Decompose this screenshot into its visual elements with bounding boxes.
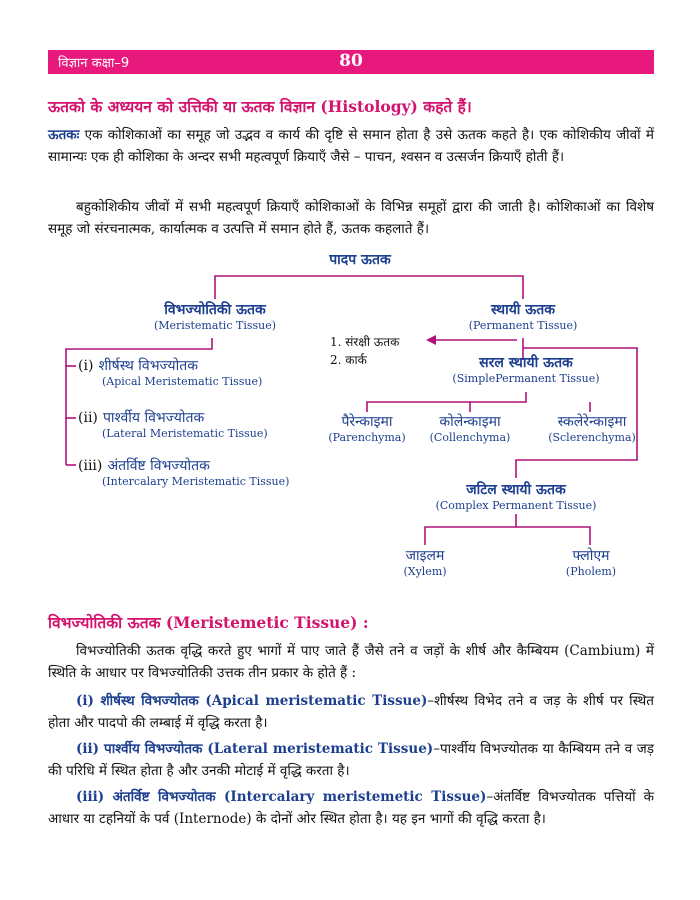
meristem-section-heading: विभज्योतिकी ऊतक (Meristemetic Tissue) : (48, 613, 369, 632)
protective-item: 2. कार्क (330, 353, 367, 367)
meristem-item-intercalary: (iii) अंतर्विष्ट विभज्योतक (Intercalary meristemetic Tissue)–अंतर्विष्ट विभज्योतक पत्तियों के आधार या टहनियों के पर्व (Internode) के दोनों ओर स्थित होता है। यह इन भागों की वृद्धि करता है। (48, 789, 654, 827)
meristem-item-lateral: (ii) पार्श्वीय विभज्योतक (Lateral meristematic Tissue)–पार्श्वीय विभज्योतक या कैम्बियम तने व जड़ की परिधि में स्थित होता है और उनकी मोटाई में वृद्धि करता है। (48, 741, 654, 779)
meristem-section-intro: विभज्योतिकी ऊतक वृद्धि करते हुए भागों में पाए जाते हैं जैसे तने व जड़ों के शीर्ष और कैम्बियम (Cambium) में स्थिति के आधार पर विभज्योतिकी उत्तक तीन प्रकार के होते हैं : (48, 643, 654, 681)
intro-heading: ऊतको के अध्ययन को उत्तिकी या ऊतक विज्ञान (Histology) कहते हैं। (48, 97, 472, 116)
apical-meristem-node: (i) शीर्षस्थ विभज्योतक (Apical Meristematic Tissue) (78, 358, 263, 388)
complex-permanent-node: जटिल स्थायी ऊतक (Complex Permanent Tissue) (435, 482, 597, 512)
root-node: पादप ऊतक (329, 252, 391, 268)
meristem-item-apical: (i) शीर्षस्थ विभज्योतक (Apical meristematic Tissue)–शीर्षस्थ विभेद तने व जड़ के शीर्ष पर स्थित होता और पादपो की लम्बाई में वृद्धि करता है। (48, 693, 654, 731)
definition-text: एक कोशिकाओं का समूह जो उद्भव व कार्य की दृष्टि से समान होता है उसे ऊतक कहते है। एक कोशिकीय जीवों में सामान्यः एक ही कोशिका के अन्दर सभी महत्वपूर्ण क्रियाएँ जैसे – पाचन, श्वसन व उत्सर्जन क्रियाएँ होती हैं। (48, 127, 655, 165)
phloem-node: फ्लोएम (Pholem) (565, 548, 617, 578)
intercalary-meristem-node: (iii) अंतर्विष्ट विभज्योतक (Intercalary Meristematic Tissue) (78, 458, 290, 488)
protective-list (330, 333, 399, 369)
sclerenchyma-node: स्कलेरेन्काइमा (Sclerenchyma) (548, 414, 636, 444)
collenchyma-node: कोलेन्काइमा (Collenchyma) (429, 414, 511, 444)
protective-arrow-head (426, 335, 436, 345)
meristematic-node: विभज्योतिकी ऊतक (Meristematic Tissue) (153, 302, 277, 332)
simple-permanent-node: सरल स्थायी ऊतक (SimplePermanent Tissue) (452, 355, 600, 385)
protective-item: 1. संरक्षी ऊतक (330, 335, 400, 349)
complex-children-line (425, 514, 516, 545)
root-branch-line (215, 276, 523, 299)
intro-paragraph: बहुकोशिकीय जीवों में सभी महत्वपूर्ण क्रियाएँ कोशिकाओं के विभिन्न समूहों द्वारा की जाती है। कोशिकाओं का विशेष समूह जो संरचनात्मक, कार्यात्मक व उत्पत्ति में समान होते हैं, ऊतक कहलाते हैं। (48, 199, 654, 237)
lateral-meristem-node: (ii) पार्श्वीय विभज्योतक (Lateral Meristematic Tissue) (78, 410, 268, 440)
permanent-node: स्थायी ऊतक (Permanent Tissue) (468, 302, 578, 332)
parenchyma-node: पैरेन्काइमा (Parenchyma) (328, 414, 406, 444)
term-label: ऊतकः (48, 127, 80, 143)
xylem-node: जाइलम (Xylem) (403, 548, 447, 578)
header-subject: विज्ञान कक्षा–9 (58, 56, 130, 71)
simple-branch-line (367, 392, 526, 412)
page-number: 80 (339, 51, 363, 71)
